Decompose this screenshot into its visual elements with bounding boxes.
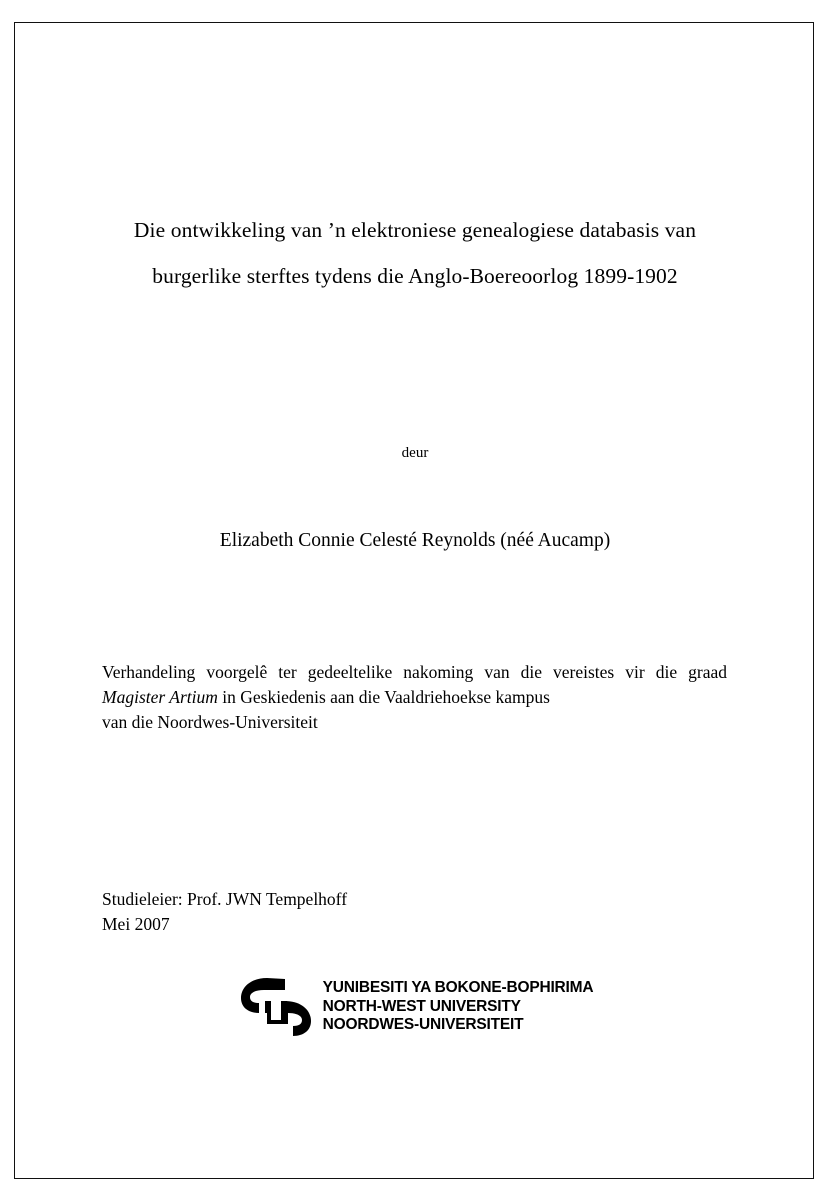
page-title-line-1: Die ontwikkeling van ’n elektroniese genealogiese databasis van bbox=[133, 218, 697, 242]
title-page-content bbox=[90, 22, 740, 1179]
author-name: Elizabeth Connie Celesté Reynolds (néé Aucamp) bbox=[219, 530, 611, 551]
page-title-line-2: burgerlike sterftes tydens die Anglo-Boereoorlog 1899-1902 bbox=[152, 264, 678, 288]
logo-line-1: YUNIBESITI YA BOKONE-BOPHIRIMA bbox=[322, 979, 594, 997]
university-logo bbox=[90, 974, 740, 1040]
logo-line-3: NOORDWES-UNIVERSITEIT bbox=[322, 1016, 524, 1034]
page-title bbox=[90, 207, 740, 299]
degree-statement bbox=[102, 660, 727, 735]
by-label: deur bbox=[401, 445, 429, 461]
logo-line-2: NORTH-WEST UNIVERSITY bbox=[322, 997, 521, 1015]
degree-statement-part3: van die Noordwes-Universiteit bbox=[102, 712, 318, 732]
degree-statement-part2: in Geskiedenis aan die Vaaldriehoekse kampus bbox=[217, 687, 550, 707]
degree-statement-part1: Verhandeling voorgelê ter gedeeltelike nakoming van die vereistes vir die graad bbox=[102, 662, 727, 682]
submission-date: Mei 2007 bbox=[102, 914, 170, 934]
supervisor-block bbox=[102, 887, 702, 937]
university-logo-text bbox=[323, 979, 594, 1035]
degree-name: Magister Artium bbox=[102, 687, 218, 707]
north-west-university-logo-mark-icon bbox=[237, 974, 315, 1040]
supervisor-line: Studieleier: Prof. JWN Tempelhoff bbox=[102, 889, 348, 909]
